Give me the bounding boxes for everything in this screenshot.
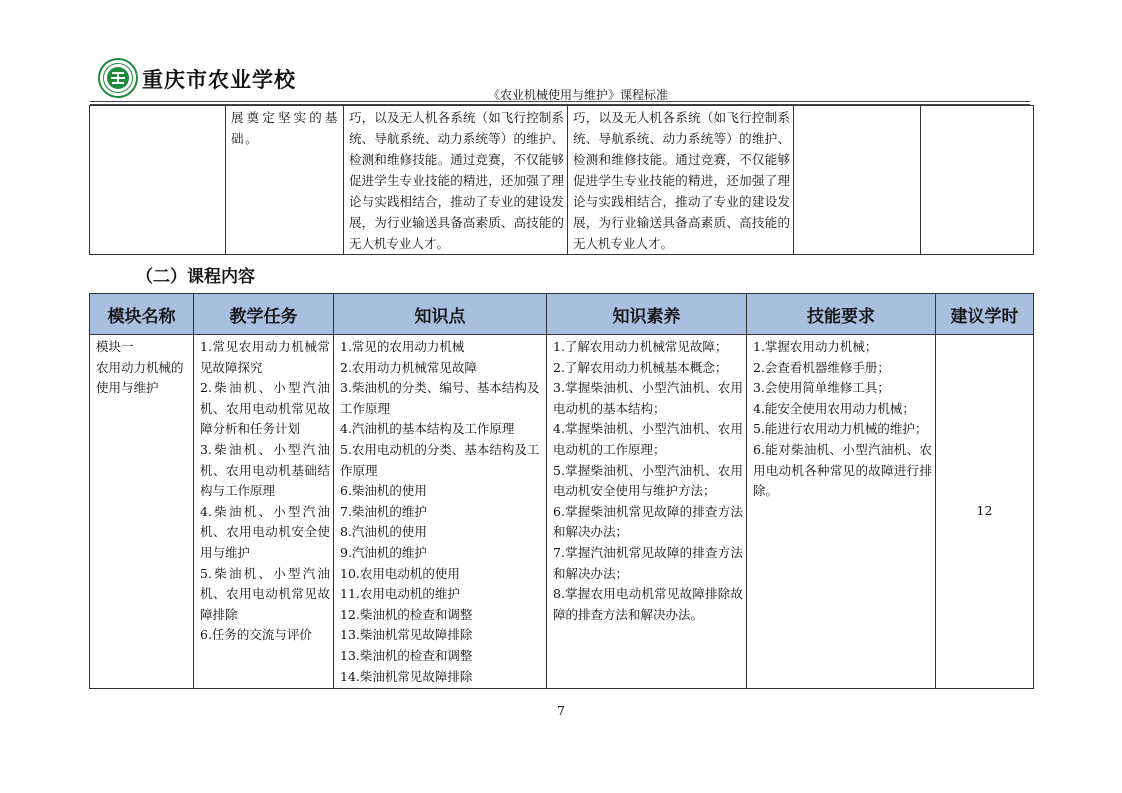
- module-number: 模块一: [96, 339, 134, 354]
- list-item: 4.能安全使用农用动力机械；: [753, 400, 915, 416]
- list-item: 5.柴油机、小型汽油机、农用电动机常见故障排除: [200, 565, 330, 622]
- list-item: 14.柴油机常见故障排除: [340, 668, 473, 684]
- module-name: 农用动力机械的使用与维护: [96, 359, 184, 396]
- list-item: 6.能对柴油机、小型汽油机、农用电动机各种常见的故障进行排除。: [753, 441, 932, 499]
- list-item: 3.柴油机、小型汽油机、农用电动机基础结构与工作原理: [200, 441, 330, 499]
- list-item: 1.常见的农用动力机械: [340, 339, 465, 354]
- list-item: 2.了解农用动力机械基本概念；: [553, 359, 728, 375]
- list-item: 10.农用电动机的使用: [340, 565, 460, 581]
- table-cell: [794, 106, 921, 255]
- list-item: 3.掌握柴油机、小型汽油机、农用电动机的基本结构；: [553, 380, 743, 416]
- list-item: 4.汽油机的基本结构及工作原理: [340, 421, 515, 437]
- list-item: 13.柴油机常见故障排除: [340, 627, 473, 643]
- list-item: 2.会查看机器维修手册；: [753, 359, 890, 375]
- table-row: [90, 335, 1034, 689]
- list-item: 5.掌握柴油机、小型汽油机、农用电动机安全使用与维护方法；: [553, 462, 743, 499]
- list-item: 4.掌握柴油机、小型汽油机、农用电动机的工作原理；: [553, 421, 743, 457]
- continuation-table: [89, 105, 1034, 255]
- column-header: 知识素养: [547, 294, 747, 335]
- skills-cell: [747, 335, 936, 689]
- school-name: 重庆市农业学校: [142, 68, 296, 92]
- table-cell-text: 展奠定坚实的基础。: [231, 110, 339, 146]
- table-cell-text: 巧，以及无人机各系统（如飞行控制系统、导航系统、动力系统等）的维护、检测和维修技能。通过竞赛，不仅能够促进学生专业技能的精进，还加强了理论与实践相结合，推动了专业的建设发展，为行业输送具备高素质、高技能的无人机专业人才。: [349, 110, 564, 251]
- list-item: 5.农用电动机的分类、基本结构及工作原理: [340, 441, 540, 478]
- column-header: 模块名称: [90, 294, 194, 335]
- list-item: 1.常见农用动力机械常见故障探究: [200, 339, 330, 375]
- list-item: 7.掌握汽油机常见故障的排查方法和解决办法；: [553, 544, 743, 581]
- list-item: 3.柴油机的分类、编号、基本结构及工作原理: [340, 380, 540, 416]
- list-item: 6.任务的交流与评价: [200, 627, 312, 643]
- suggested-hours: 12: [976, 503, 993, 519]
- list-item: 11.农用电动机的维护: [340, 586, 460, 602]
- course-content-table: [89, 293, 1034, 689]
- column-header: 技能要求: [747, 294, 936, 335]
- list-item: 1.掌握农用动力机械；: [753, 339, 878, 354]
- list-item: 9.汽油机的维护: [340, 544, 427, 560]
- page-number: 7: [557, 703, 565, 718]
- list-item: 6.柴油机的使用: [340, 483, 427, 499]
- list-item: 4.柴油机、小型汽油机、农用电动机安全使用与维护: [200, 503, 330, 560]
- list-item: 8.汽油机的使用: [340, 524, 427, 540]
- section-title: （二）课程内容: [136, 267, 255, 287]
- table-header-row: [90, 294, 1034, 335]
- module-cell: [90, 335, 194, 689]
- list-item: 6.掌握柴油机常见故障的排查方法和解决办法；: [553, 503, 743, 540]
- tasks-cell: [194, 335, 334, 689]
- literacy-cell: [547, 335, 747, 689]
- table-cell-text: 巧，以及无人机各系统（如飞行控制系统、导航系统、动力系统等）的维护、检测和维修技能。通过竞赛，不仅能够促进学生专业技能的精进，还加强了理论与实践相结合，推动了专业的建设发展，为行业输送具备高素质、高技能的无人机专业人才。: [573, 110, 790, 251]
- table-cell: [90, 106, 226, 255]
- document-title: 《农业机械使用与维护》课程标准: [488, 88, 669, 102]
- list-item: 2.柴油机、小型汽油机、农用电动机常见故障分析和任务计划: [200, 380, 330, 437]
- list-item: 8.掌握农用电动机常见故障排除故障的排查方法和解决办法。: [553, 586, 743, 622]
- list-item: 3.会使用简单维修工具；: [753, 380, 890, 396]
- header-rule: [90, 101, 1030, 102]
- column-header: 教学任务: [194, 294, 334, 335]
- list-item: 12.柴油机的检查和调整: [340, 606, 473, 622]
- hours-cell: [936, 335, 1034, 689]
- list-item: 7.柴油机的维护: [340, 503, 427, 519]
- school-emblem-icon: [98, 58, 138, 98]
- list-item: 5.能进行农用动力机械的维护；: [753, 421, 928, 437]
- column-header: 知识点: [334, 294, 547, 335]
- table-cell: [226, 106, 344, 255]
- list-item: 2.农用动力机械常见故障: [340, 359, 477, 375]
- column-header: 建议学时: [936, 294, 1034, 335]
- table-cell: [921, 106, 1034, 255]
- knowledge-cell: [334, 335, 547, 689]
- list-item: 13.柴油机的检查和调整: [340, 647, 473, 663]
- list-item: 1.了解农用动力机械常见故障；: [553, 339, 728, 354]
- table-cell: [568, 106, 794, 255]
- table-cell: [344, 106, 568, 255]
